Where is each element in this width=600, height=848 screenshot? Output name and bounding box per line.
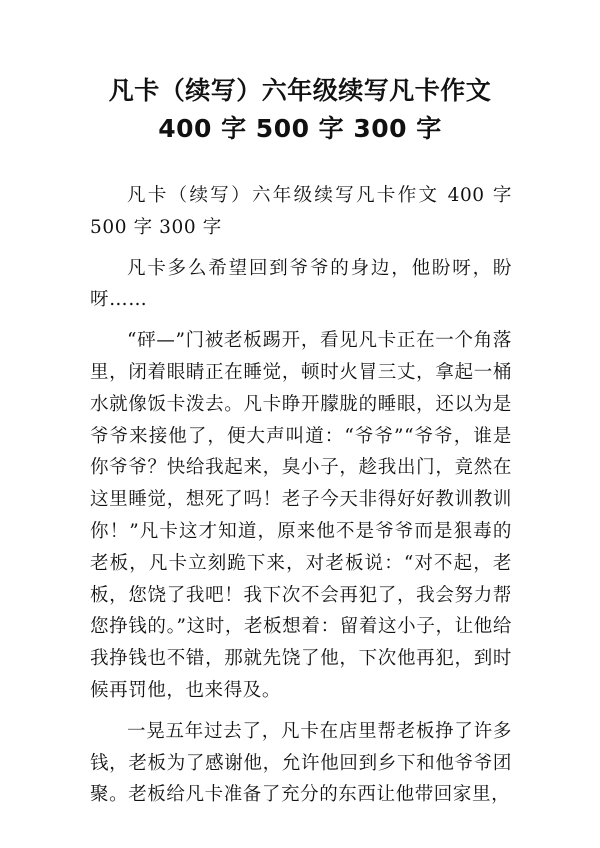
document-body (90, 180, 512, 820)
paragraph-4: 一晃五年过去了，凡卡在店里帮老板挣了许多钱，老板为了感谢他，允许他回到乡下和他爷爷团聚。老板给凡卡准备了充分的东西让他带回家里， (90, 720, 512, 806)
paragraph-1: 凡卡（续写）六年级续写凡卡作文 400 字 500 字 300 字 (90, 185, 512, 238)
document-title (60, 72, 540, 148)
paragraph-3: “砰—”门被老板踢开，看见凡卡正在一个角落里，闭着眼睛正在睡觉，顿时火冒三丈，拿起一桶水就像饭卡泼去。凡卡睁开朦胧的睡眼，还以为是爷爷来接他了，便大声叫道：“爷爷”“爷爷，谁是你爷爷？快给我起来，臭小子，趁我出门，竟然在这里睡觉，想死了吗！老子今天非得好好教训教训你！”凡卡这才知道，原来他不是爷爷而是狠毒的老板，凡卡立刻跪下来，对老板说：“对不起，老板，您饶了我吧！我下次不会再犯了，我会努力帮您挣钱的。”这时，老板想着：留着这小子，让他给我挣钱也不错，那就先饶了他，下次他再犯，到时候再罚他，也来得及。 (90, 330, 512, 701)
title-line-1: 凡卡（续写）六年级续写凡卡作文 (108, 76, 492, 105)
paragraph-2: 凡卡多么希望回到爷爷的身边，他盼呀，盼呀…… (90, 257, 512, 311)
title-line-2: 400 字 500 字 300 字 (158, 114, 442, 143)
